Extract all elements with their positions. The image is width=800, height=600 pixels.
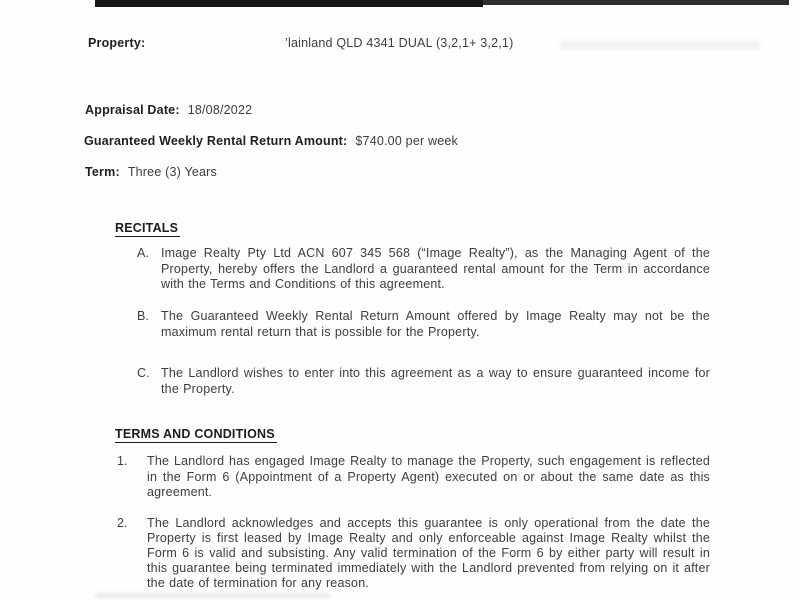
cropped-header-bar-right bbox=[483, 0, 789, 5]
terms-item-1-text: The Landlord has engaged Image Realty to manage the Property, such engagement is reflected in the Form 6 (Appointment of a Property Agent) executed on or about the same date as this agreement. bbox=[147, 454, 710, 500]
scan-artifact bbox=[95, 593, 330, 598]
field-guaranteed-rental-return bbox=[84, 134, 458, 148]
recital-item-c-text: The Landlord wishes to enter into this agreement as a way to ensure guaranteed income for the Property. bbox=[161, 366, 710, 396]
property-value: ’lainland QLD 4341 DUAL (3,2,1+ 3,2,1) bbox=[285, 36, 514, 50]
appraisal-date-label: Appraisal Date: bbox=[85, 103, 180, 117]
recital-item-a-text: Image Realty Pty Ltd ACN 607 345 568 (“Image Realty”), as the Managing Agent of the Property, hereby offers the Landlord a guaranteed rental amount for the Term in accordance with the Terms and Conditions of this agreement. bbox=[161, 246, 710, 292]
appraisal-date-value: 18/08/2022 bbox=[187, 103, 253, 117]
terms-item-2-text: The Landlord acknowledges and accepts this guarantee is only operational from the date the Property is first leased by Image Realty and only enforceable against Image Realty whilst the Form 6 is valid and subsisting. Any valid termination of the Form 6 by either party will result in this guarantee being terminated immediately with the Landlord prevented from relying on it after the date of termination for any reason. bbox=[147, 516, 710, 591]
term-label: Term: bbox=[85, 165, 120, 179]
terms-and-conditions-heading: TERMS AND CONDITIONS bbox=[115, 427, 275, 441]
guaranteed-rental-return-label: Guaranteed Weekly Rental Return Amount: bbox=[84, 134, 348, 148]
scan-artifact bbox=[560, 40, 760, 50]
recital-item-b-text: The Guaranteed Weekly Rental Return Amount offered by Image Realty may not be the maximum rental return that is possible for the Property. bbox=[161, 309, 710, 339]
recitals-heading: RECITALS bbox=[115, 221, 179, 235]
property-label: Property: bbox=[88, 36, 146, 50]
field-appraisal-date bbox=[85, 103, 252, 117]
field-term bbox=[85, 165, 217, 179]
term-value: Three (3) Years bbox=[127, 165, 217, 179]
recital-item-a-marker: A. bbox=[137, 246, 149, 260]
recital-item-c-marker: C. bbox=[137, 366, 150, 380]
recital-item-b-marker: B. bbox=[137, 309, 149, 323]
terms-item-2-marker: 2. bbox=[117, 516, 128, 530]
guaranteed-rental-return-value: $740.00 per week bbox=[355, 134, 458, 148]
cropped-header-bar-left bbox=[95, 0, 483, 7]
terms-item-1-marker: 1. bbox=[117, 454, 128, 468]
